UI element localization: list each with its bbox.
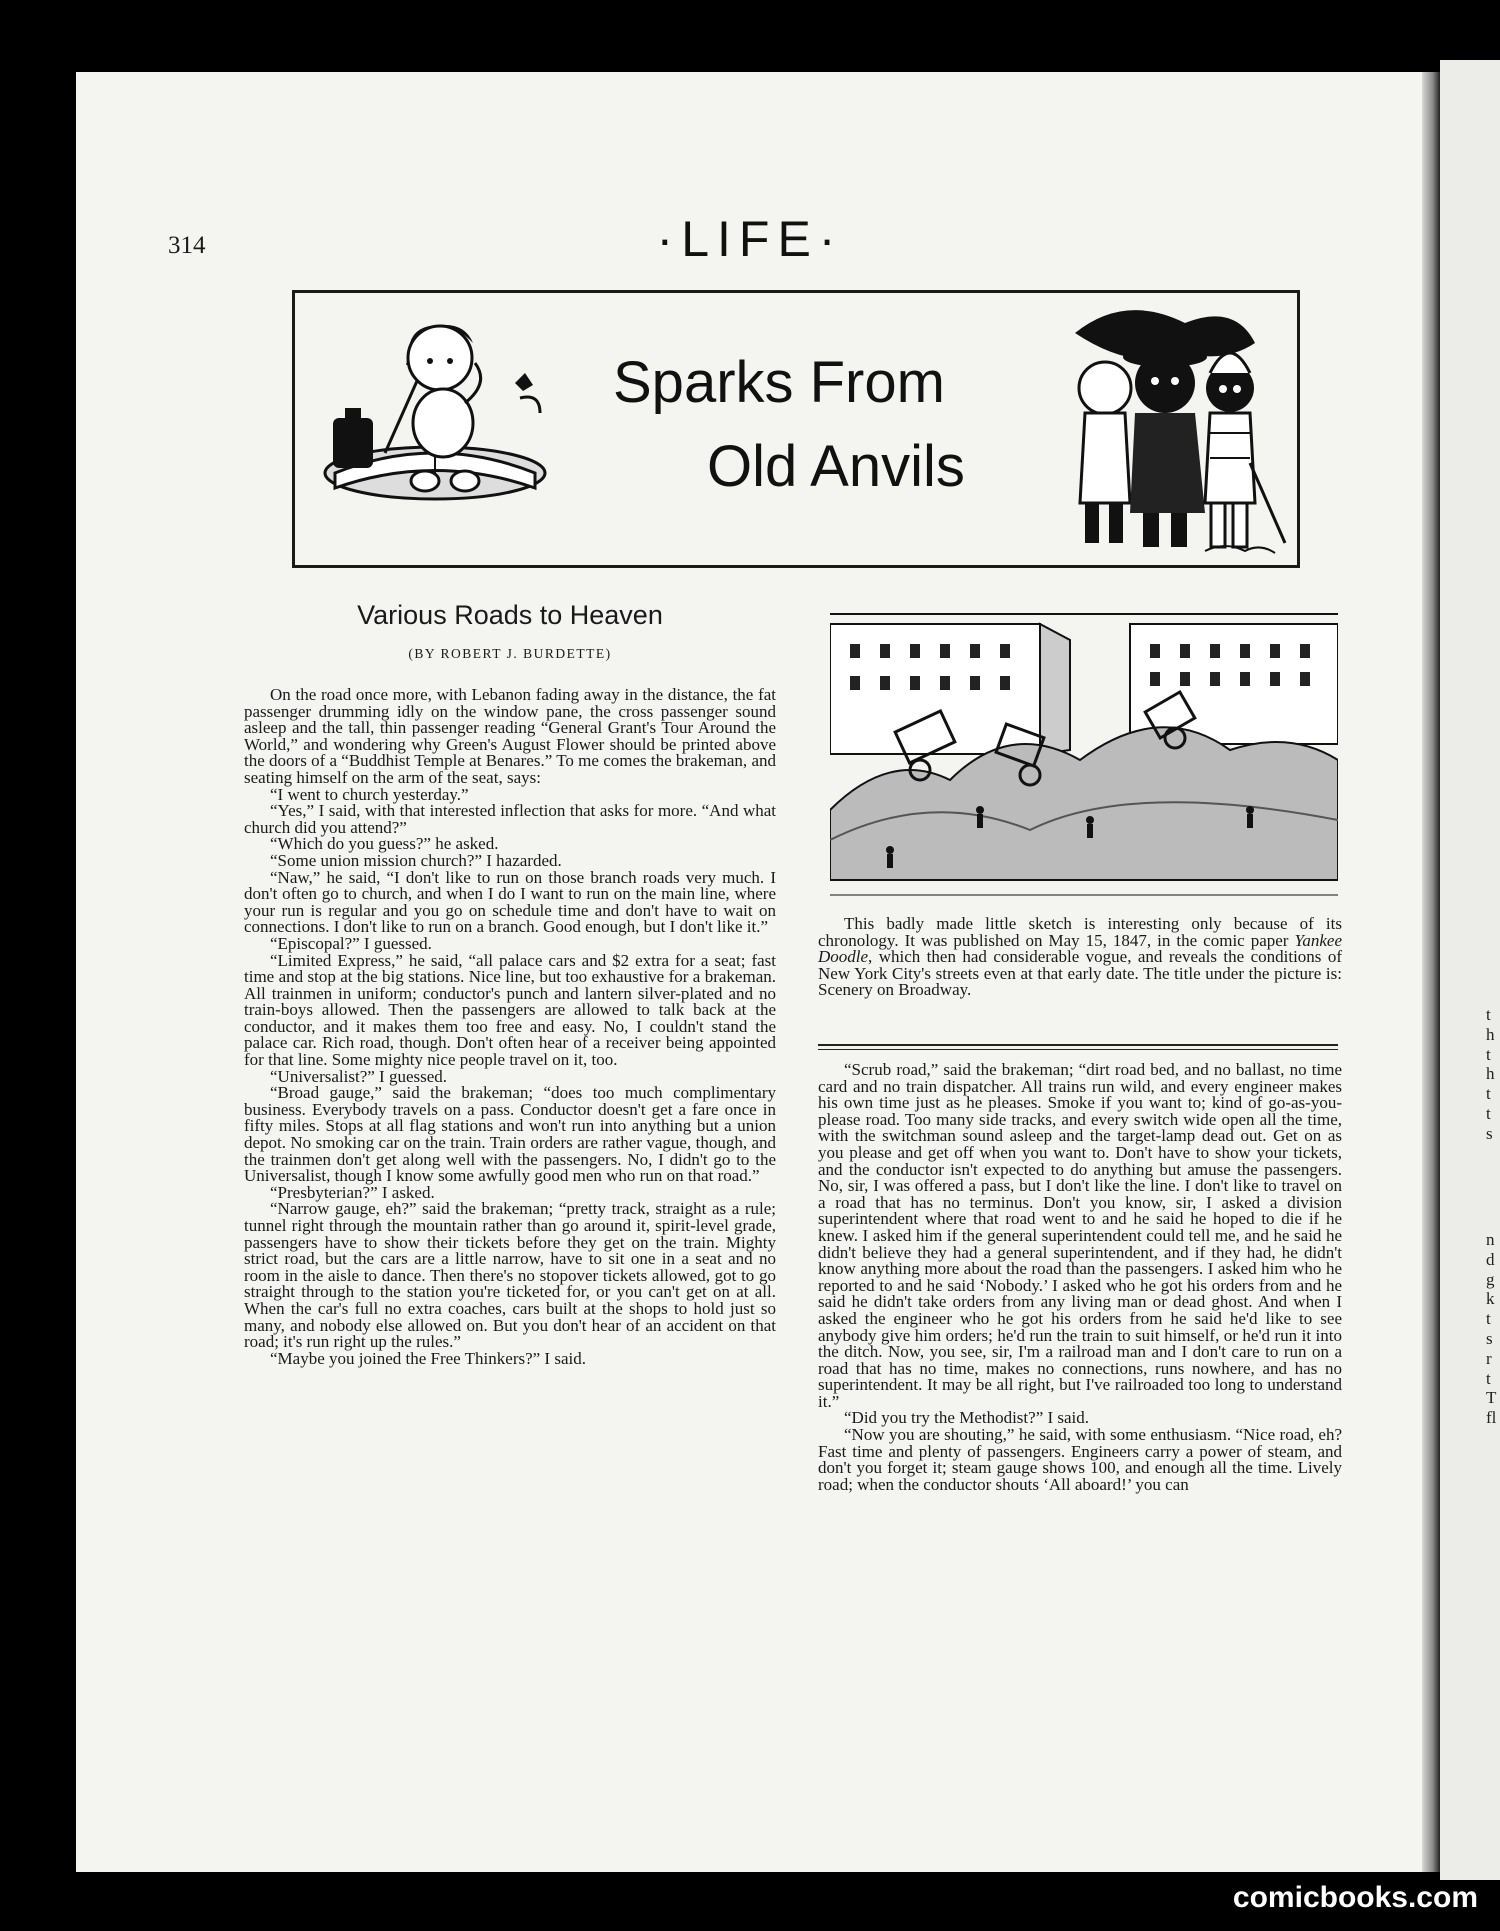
next-page-edge-text-top: t h t h t t s [1486,1005,1495,1143]
article-paragraph: “Episcopal?” I guessed. [270,933,432,953]
article-title: Various Roads to Heaven [357,600,663,630]
article-paragraph: “Scrub road,” said the brakeman; “dirt road bed, and no ballast, no time card and no train dispatcher. All trains run wild, and every engineer makes his own time just as he pleases. Smoke if you want to; kind of go-as-you-please road. Too many side tracks, and every switch wide open all the time, with the switchman sound asleep and the target-lamp dead out. Get on as you please and get off when you want to. Don't have to show your tickets, and the conductor isn't expected to do anything but amuse the passengers. No, sir, I was offered a pass, but I don't like the line. I don't like to travel on a road that has no terminus. Don't you know, sir, I asked a division superintendent where that road went to and he said he hoped to die if he knew. I asked him if the general superintendent could tell me, and he said he didn't believe they had a general superintendent, and if they had, he didn't know anything more about the road than the passengers. I asked him who he reported to and he said ‘Nobody.’ I asked who he got his orders from and he said he didn't take orders from any living man or dead ghost. And when I asked the engineer who he got his orders from he said he'd like to see anybody give him orders; he'd run the train to suit himself, or he'd run it into the ditch. Now, you see, sir, I'm a railroad man and I don't care to run on a road that has no time, makes no connections, runs nowhere, and has no superintendent. It may be all right, but I've railroaded too long to understand it.” [818,1060,1342,1411]
article-paragraph: “Now you are shouting,” he said, with some enthusiasm. “Nice road, eh? Fast time and plenty of passengers. Engineers carry a power of steam, and don't you forget it; steam gauge shows 100, and enough all the time. Lively road; when the conductor shouts ‘All aboard!’ you can [818,1425,1342,1494]
banner-title-line1: Sparks From [613,350,945,415]
banner-title-line2: Old Anvils [707,434,965,499]
article-paragraph: “Yes,” I said, with that interested inflection that asks for more. “And what church did you attend?” [244,801,776,837]
article-paragraph: “Some union mission church?” I hazarded. [270,850,562,870]
caption-text-before: This badly made little sketch is interesting only because of its chronology. It was published on May 15, 1847, in the comic paper [818,914,1342,950]
broadway-sketch-illustration [830,610,1338,906]
cherub-writer-illustration [315,303,565,513]
sketch-caption [818,916,1342,999]
caption-text-after: , which then had considerable vogue, and reveals the conditions of New York City's streets even at that early date. The title under the picture is: Scenery on Broadway. [818,947,1342,1000]
article-paragraph: “Universalist?” I guessed. [270,1066,448,1086]
header-banner [292,290,1300,568]
article-byline: (BY ROBERT J. BURDETTE) [408,646,612,661]
article-paragraph: “Limited Express,” he said, “all palace cars and $2 extra for a seat; fast time and stop at the big stations. Nice line, but too exhaustive for a brakeman. All trainmen in uniform; conductor's punch and lantern silver-plated and no train-boys allowed. Then the passengers are allowed to talk back at the conductor, and it makes them too free and easy. No, I couldn't stand the palace car. Rich road, though. Don't often hear of a receiver being appointed for that line. Some mighty nice people travel on it, too. [244,950,776,1070]
article-paragraph: “Broad gauge,” said the brakeman; “does too much complimentary business. Everybody travels on a pass. Conductor doesn't get a fare once in fifty miles. Stops at all flag stations and won't run into anything but a union depot. No smoking car on the train. Train orders are rather vague, though, and the trainmen don't get along well with the passengers. No, I didn't go to the Universalist, though I know some awfully good men who run on that road.” [244,1083,776,1186]
section-divider-thin [818,1049,1338,1050]
next-page-edge-text: n d g k t s r t T fl [1486,1230,1497,1428]
article-left-column [244,687,776,1367]
masthead: ·LIFE· [656,211,844,267]
section-divider [818,1044,1338,1046]
site-watermark: comicbooks.com [1232,1881,1478,1914]
article-paragraph: “I went to church yesterday.” [270,784,469,804]
article-paragraph: “Naw,” he said, “I don't like to run on those branch roads very much. I don't often go to church, and when I do I want to run on the main line, where your run is regular and you go on schedule time and don't have to wait on connections. I don't like to run on a branch. Good enough, but I don't like it.” [244,867,776,937]
article-paragraph: “Narrow gauge, eh?” said the brakeman; “pretty track, straight as a rule; tunnel right through the mountain rather than go around it, spirit-level grade, passengers have to show their tickets before they get on the train. Mighty strict road, but the cars are a little narrow, have to sit one in a seat and no room in the aisle to dance. Then there's no stopover tickets allowed, got to go straight through to the station you're ticketed for, or you can't get on at all. When the car's full no extra coaches, cars built at the shops to hold just so many, and nobody else allowed on. But you don't hear of an accident on that road; it's run right up the rules.” [244,1199,776,1352]
article-paragraph: “Did you try the Methodist?” I said. [844,1408,1090,1428]
article-paragraph: “Presbyterian?” I asked. [270,1182,435,1202]
page-spine [1422,72,1440,1872]
caption-paper-title: Yankee Doodle [818,930,1342,967]
page-number: 314 [168,232,206,259]
article-paragraph: On the road once more, with Lebanon fading away in the distance, the fat passenger drumming idly on the window pane, the cross passenger sound asleep and the tall, thin passenger reading “General Grant's Tour Around the World,” and wondering why Green's August Flower should be printed above the doors of a “Buddhist Temple at Benares.” To me comes the brakeman, and seating himself on the arm of the seat, says: [244,685,776,787]
article-right-column [818,1062,1342,1493]
historical-figures-illustration [1035,293,1295,563]
article-paragraph: “Maybe you joined the Free Thinkers?” I said. [270,1348,586,1368]
article-paragraph: “Which do you guess?” he asked. [270,834,499,854]
next-page-edge [1440,60,1500,1880]
